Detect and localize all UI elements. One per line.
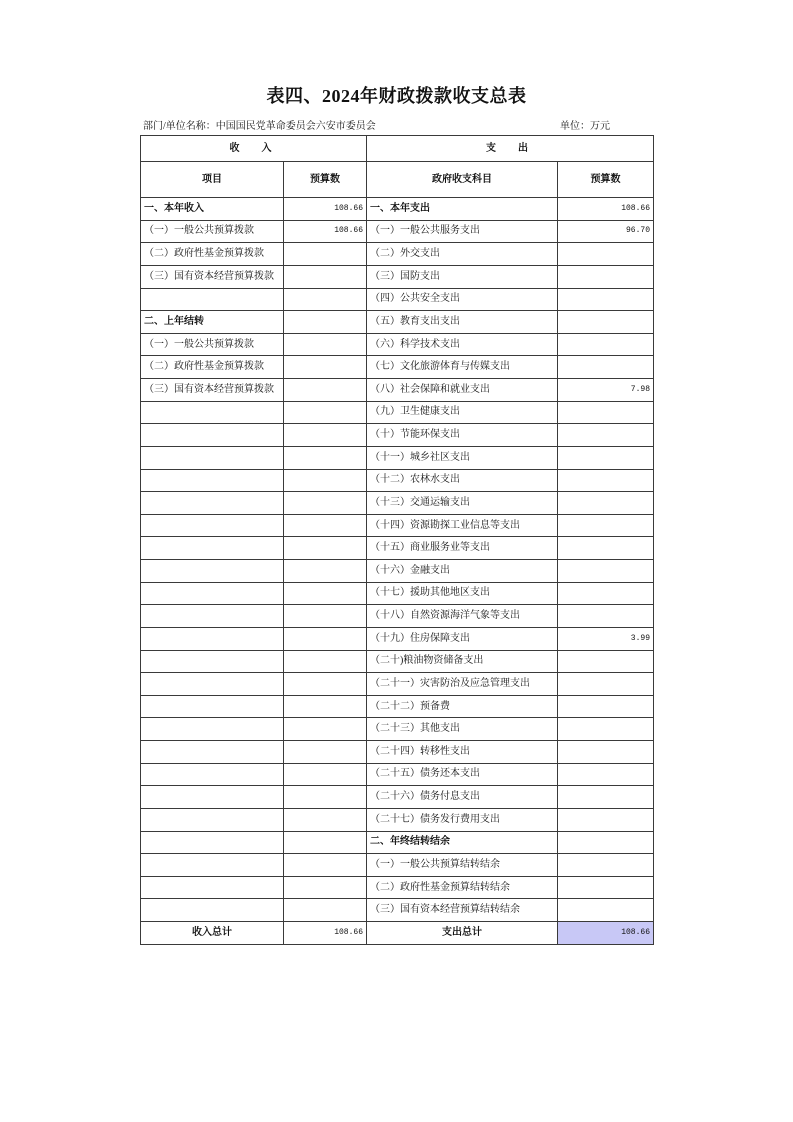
totals-row	[141, 922, 654, 945]
expense-value-cell	[558, 356, 654, 379]
currency-unit-label: 单位：万元	[560, 121, 610, 132]
expense-item-cell: （二十三）其他支出	[367, 718, 558, 741]
table-row	[141, 876, 654, 899]
income-item-cell	[141, 446, 284, 469]
expense-total-label: 支出总计	[367, 922, 558, 945]
table-row	[141, 673, 654, 696]
expense-item-cell: （十二）农林水支出	[367, 469, 558, 492]
expense-item-cell: （二十六）债务付息支出	[367, 786, 558, 809]
expense-total-value: 108.66	[558, 922, 654, 945]
table-row	[141, 605, 654, 628]
income-item-cell: （一）一般公共预算拨款	[141, 220, 284, 243]
table-row	[141, 695, 654, 718]
table-row	[141, 514, 654, 537]
expense-item-cell: （八）社会保障和就业支出	[367, 379, 558, 402]
expense-value-cell	[558, 560, 654, 583]
expense-item-cell: （二十五）债务还本支出	[367, 763, 558, 786]
income-value-cell	[284, 311, 367, 334]
expense-value-cell	[558, 446, 654, 469]
income-value-cell	[284, 401, 367, 424]
income-item-cell: （三）国有资本经营预算拨款	[141, 265, 284, 288]
income-value-cell	[284, 379, 367, 402]
expense-item-cell: （十四）资源勘探工业信息等支出	[367, 514, 558, 537]
income-value-cell	[284, 446, 367, 469]
income-item-header: 项目	[141, 162, 284, 198]
income-item-cell	[141, 741, 284, 764]
expense-item-cell: （五）教育支出支出	[367, 311, 558, 334]
expense-value-cell	[558, 469, 654, 492]
expense-item-cell: 二、年终结转结余	[367, 831, 558, 854]
expense-item-cell: （一）一般公共预算结转结余	[367, 854, 558, 877]
income-value-cell: 108.66	[284, 198, 367, 221]
expense-item-cell: （十三）交通运输支出	[367, 492, 558, 515]
table-row	[141, 311, 654, 334]
column-header-row	[141, 162, 654, 198]
income-item-cell	[141, 786, 284, 809]
expense-value-cell: 108.66	[558, 198, 654, 221]
income-value-cell	[284, 333, 367, 356]
expense-value-cell	[558, 786, 654, 809]
section-header-row	[141, 136, 654, 162]
income-value-cell	[284, 537, 367, 560]
expense-item-cell: （十九）住房保障支出	[367, 627, 558, 650]
expense-item-cell: （二十七）债务发行费用支出	[367, 808, 558, 831]
income-value-cell	[284, 876, 367, 899]
table-row	[141, 650, 654, 673]
table-row	[141, 265, 654, 288]
income-value-cell	[284, 560, 367, 583]
income-item-cell	[141, 582, 284, 605]
expense-item-cell: （六）科学技术支出	[367, 333, 558, 356]
income-item-cell	[141, 808, 284, 831]
expense-item-cell: （二）政府性基金预算结转结余	[367, 876, 558, 899]
income-amount-header: 预算数	[284, 162, 367, 198]
income-item-cell	[141, 560, 284, 583]
income-value-cell	[284, 582, 367, 605]
income-item-cell	[141, 650, 284, 673]
expense-value-cell	[558, 763, 654, 786]
expense-value-cell	[558, 854, 654, 877]
expense-section-header: 支 出	[367, 136, 654, 162]
income-value-cell	[284, 650, 367, 673]
expense-value-cell	[558, 808, 654, 831]
income-value-cell	[284, 854, 367, 877]
expense-item-cell: （十八）自然资源海洋气象等支出	[367, 605, 558, 628]
income-item-cell	[141, 899, 284, 922]
table-row	[141, 333, 654, 356]
income-total-label: 收入总计	[141, 922, 284, 945]
table-row	[141, 763, 654, 786]
table-row	[141, 288, 654, 311]
table-row	[141, 808, 654, 831]
table-row	[141, 424, 654, 447]
income-total-value: 108.66	[284, 922, 367, 945]
expense-item-cell: （十一）城乡社区支出	[367, 446, 558, 469]
table-row	[141, 718, 654, 741]
income-section-header: 收 入	[141, 136, 367, 162]
income-item-cell	[141, 627, 284, 650]
expense-item-cell: （四）公共安全支出	[367, 288, 558, 311]
expense-item-cell: （二十)粮油物资储备支出	[367, 650, 558, 673]
table-row	[141, 560, 654, 583]
income-value-cell	[284, 492, 367, 515]
expense-value-cell	[558, 899, 654, 922]
table-body	[141, 198, 654, 922]
expense-item-cell: （一）一般公共服务支出	[367, 220, 558, 243]
expense-item-cell: （三）国有资本经营预算结转结余	[367, 899, 558, 922]
budget-table	[140, 135, 654, 945]
income-value-cell	[284, 288, 367, 311]
table-row	[141, 379, 654, 402]
expense-value-cell	[558, 741, 654, 764]
expense-item-cell: （三）国防支出	[367, 265, 558, 288]
expense-value-cell	[558, 333, 654, 356]
expense-item-cell: （十六）金融支出	[367, 560, 558, 583]
income-item-cell	[141, 424, 284, 447]
expense-value-cell	[558, 288, 654, 311]
table-row	[141, 446, 654, 469]
income-item-cell: 一、本年收入	[141, 198, 284, 221]
income-value-cell	[284, 424, 367, 447]
expense-item-cell: （九）卫生健康支出	[367, 401, 558, 424]
table-row	[141, 537, 654, 560]
income-item-cell: （二）政府性基金预算拨款	[141, 243, 284, 266]
income-item-cell	[141, 492, 284, 515]
income-value-cell	[284, 265, 367, 288]
table-row	[141, 899, 654, 922]
income-value-cell	[284, 243, 367, 266]
expense-item-cell: （十七）援助其他地区支出	[367, 582, 558, 605]
table-row	[141, 492, 654, 515]
expense-value-cell	[558, 650, 654, 673]
expense-item-cell: （七）文化旅游体育与传媒支出	[367, 356, 558, 379]
unit-name-label: 部门/单位名称：中国国民党革命委员会六安市委员会	[143, 121, 376, 132]
income-value-cell: 108.66	[284, 220, 367, 243]
table-row	[141, 198, 654, 221]
income-value-cell	[284, 741, 367, 764]
income-item-cell: （一）一般公共预算拨款	[141, 333, 284, 356]
income-item-cell	[141, 673, 284, 696]
income-item-cell	[141, 695, 284, 718]
expense-value-cell	[558, 401, 654, 424]
expense-item-header: 政府收支科目	[367, 162, 558, 198]
table-row	[141, 356, 654, 379]
expense-value-cell	[558, 537, 654, 560]
expense-value-cell	[558, 673, 654, 696]
income-item-cell	[141, 537, 284, 560]
expense-value-cell: 96.70	[558, 220, 654, 243]
income-value-cell	[284, 627, 367, 650]
table-row	[141, 243, 654, 266]
table-row	[141, 627, 654, 650]
expense-value-cell	[558, 876, 654, 899]
expense-value-cell	[558, 311, 654, 334]
income-value-cell	[284, 695, 367, 718]
expense-value-cell	[558, 605, 654, 628]
income-item-cell	[141, 605, 284, 628]
income-item-cell	[141, 831, 284, 854]
income-value-cell	[284, 469, 367, 492]
expense-item-cell: （二十一）灾害防治及应急管理支出	[367, 673, 558, 696]
expense-item-cell: （十五）商业服务业等支出	[367, 537, 558, 560]
expense-value-cell	[558, 514, 654, 537]
expense-item-cell: （二）外交支出	[367, 243, 558, 266]
expense-value-cell	[558, 695, 654, 718]
expense-value-cell: 7.98	[558, 379, 654, 402]
income-item-cell: （二）政府性基金预算拨款	[141, 356, 284, 379]
income-item-cell	[141, 288, 284, 311]
expense-item-cell: （十）节能环保支出	[367, 424, 558, 447]
expense-value-cell	[558, 831, 654, 854]
income-item-cell	[141, 514, 284, 537]
income-item-cell	[141, 854, 284, 877]
table-row	[141, 401, 654, 424]
income-value-cell	[284, 718, 367, 741]
expense-value-cell	[558, 718, 654, 741]
income-value-cell	[284, 899, 367, 922]
table-row	[141, 831, 654, 854]
income-item-cell: 二、上年结转	[141, 311, 284, 334]
expense-value-cell	[558, 265, 654, 288]
table-row	[141, 786, 654, 809]
income-item-cell	[141, 763, 284, 786]
expense-value-cell: 3.99	[558, 627, 654, 650]
expense-value-cell	[558, 492, 654, 515]
income-value-cell	[284, 605, 367, 628]
income-value-cell	[284, 786, 367, 809]
income-value-cell	[284, 808, 367, 831]
table-row	[141, 220, 654, 243]
table-row	[141, 469, 654, 492]
expense-value-cell	[558, 582, 654, 605]
income-value-cell	[284, 673, 367, 696]
table-row	[141, 854, 654, 877]
income-value-cell	[284, 763, 367, 786]
income-item-cell	[141, 401, 284, 424]
income-item-cell	[141, 469, 284, 492]
table-row	[141, 582, 654, 605]
income-item-cell	[141, 876, 284, 899]
income-value-cell	[284, 356, 367, 379]
table-row	[141, 741, 654, 764]
page-title: 表四、2024年财政拨款收支总表	[266, 86, 527, 106]
income-value-cell	[284, 831, 367, 854]
income-value-cell	[284, 514, 367, 537]
expense-value-cell	[558, 243, 654, 266]
expense-item-cell: 一、本年支出	[367, 198, 558, 221]
expense-item-cell: （二十二）预备费	[367, 695, 558, 718]
expense-item-cell: （二十四）转移性支出	[367, 741, 558, 764]
expense-value-cell	[558, 424, 654, 447]
expense-amount-header: 预算数	[558, 162, 654, 198]
income-item-cell: （三）国有资本经营预算拨款	[141, 379, 284, 402]
income-item-cell	[141, 718, 284, 741]
